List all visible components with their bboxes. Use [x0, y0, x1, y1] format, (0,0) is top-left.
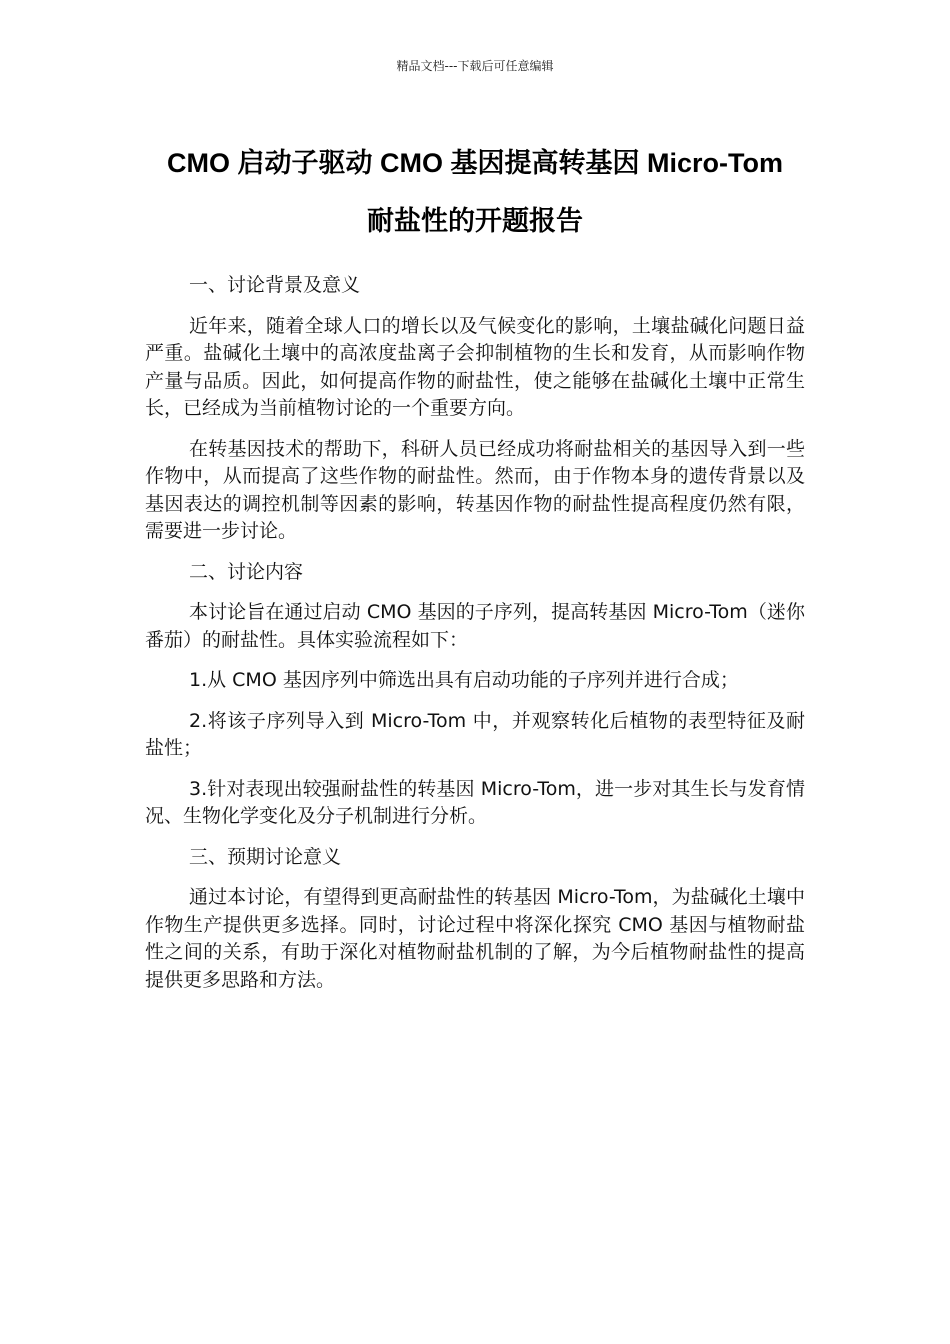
header-note: 精品文档---下载后可任意编辑 [396, 59, 554, 73]
document-body [145, 272, 805, 1007]
paragraph: 通过本讨论，有望得到更高耐盐性的转基因 Micro-Tom，为盐碱化土壤中作物生产提供更多选择。同时，讨论过程中将深化探究 CMO 基因与植物耐盐性之间的关系，有助于深化对植物耐盐机制的了解，为今后植物耐盐性的提高提供更多思路和方法。 [145, 886, 805, 991]
title-line-2: 耐盐性的开题报告 [367, 206, 583, 236]
paragraph: 本讨论旨在通过启动 CMO 基因的子序列，提高转基因 Micro-Tom（迷你番茄）的耐盐性。具体实验流程如下： [145, 601, 805, 651]
document-title [120, 134, 830, 250]
list-item: 2.将该子序列导入到 Micro-Tom 中，并观察转化后植物的表型特征及耐盐性； [145, 709, 805, 759]
section-heading-content: 二、讨论内容 [189, 560, 304, 583]
paragraph: 在转基因技术的帮助下，科研人员已经成功将耐盐相关的基因导入到一些作物中，从而提高了这些作物的耐盐性。然而，由于作物本身的遗传背景以及基因表达的调控机制等因素的影响，转基因作物的耐盐性提高程度仍然有限，需要进一步讨论。 [145, 437, 805, 542]
list-item: 3.针对表现出较强耐盐性的转基因 Micro-Tom，进一步对其生长与发育情况、生物化学变化及分子机制进行分析。 [145, 777, 805, 827]
list-item: 1.从 CMO 基因序列中筛选出具有启动功能的子序列并进行合成； [189, 669, 739, 691]
title-line-1: CMO 启动子驱动 CMO 基因提高转基因 Micro-Tom [167, 148, 783, 178]
paragraph: 近年来，随着全球人口的增长以及气候变化的影响，土壤盐碱化问题日益严重。盐碱化土壤中的高浓度盐离子会抑制植物的生长和发育，从而影响作物产量与品质。因此，如何提高作物的耐盐性，使之能够在盐碱化土壤中正常生长，已经成为当前植物讨论的一个重要方向。 [145, 314, 805, 419]
section-heading-significance: 三、预期讨论意义 [189, 845, 342, 868]
section-heading-background: 一、讨论背景及意义 [189, 274, 361, 296]
